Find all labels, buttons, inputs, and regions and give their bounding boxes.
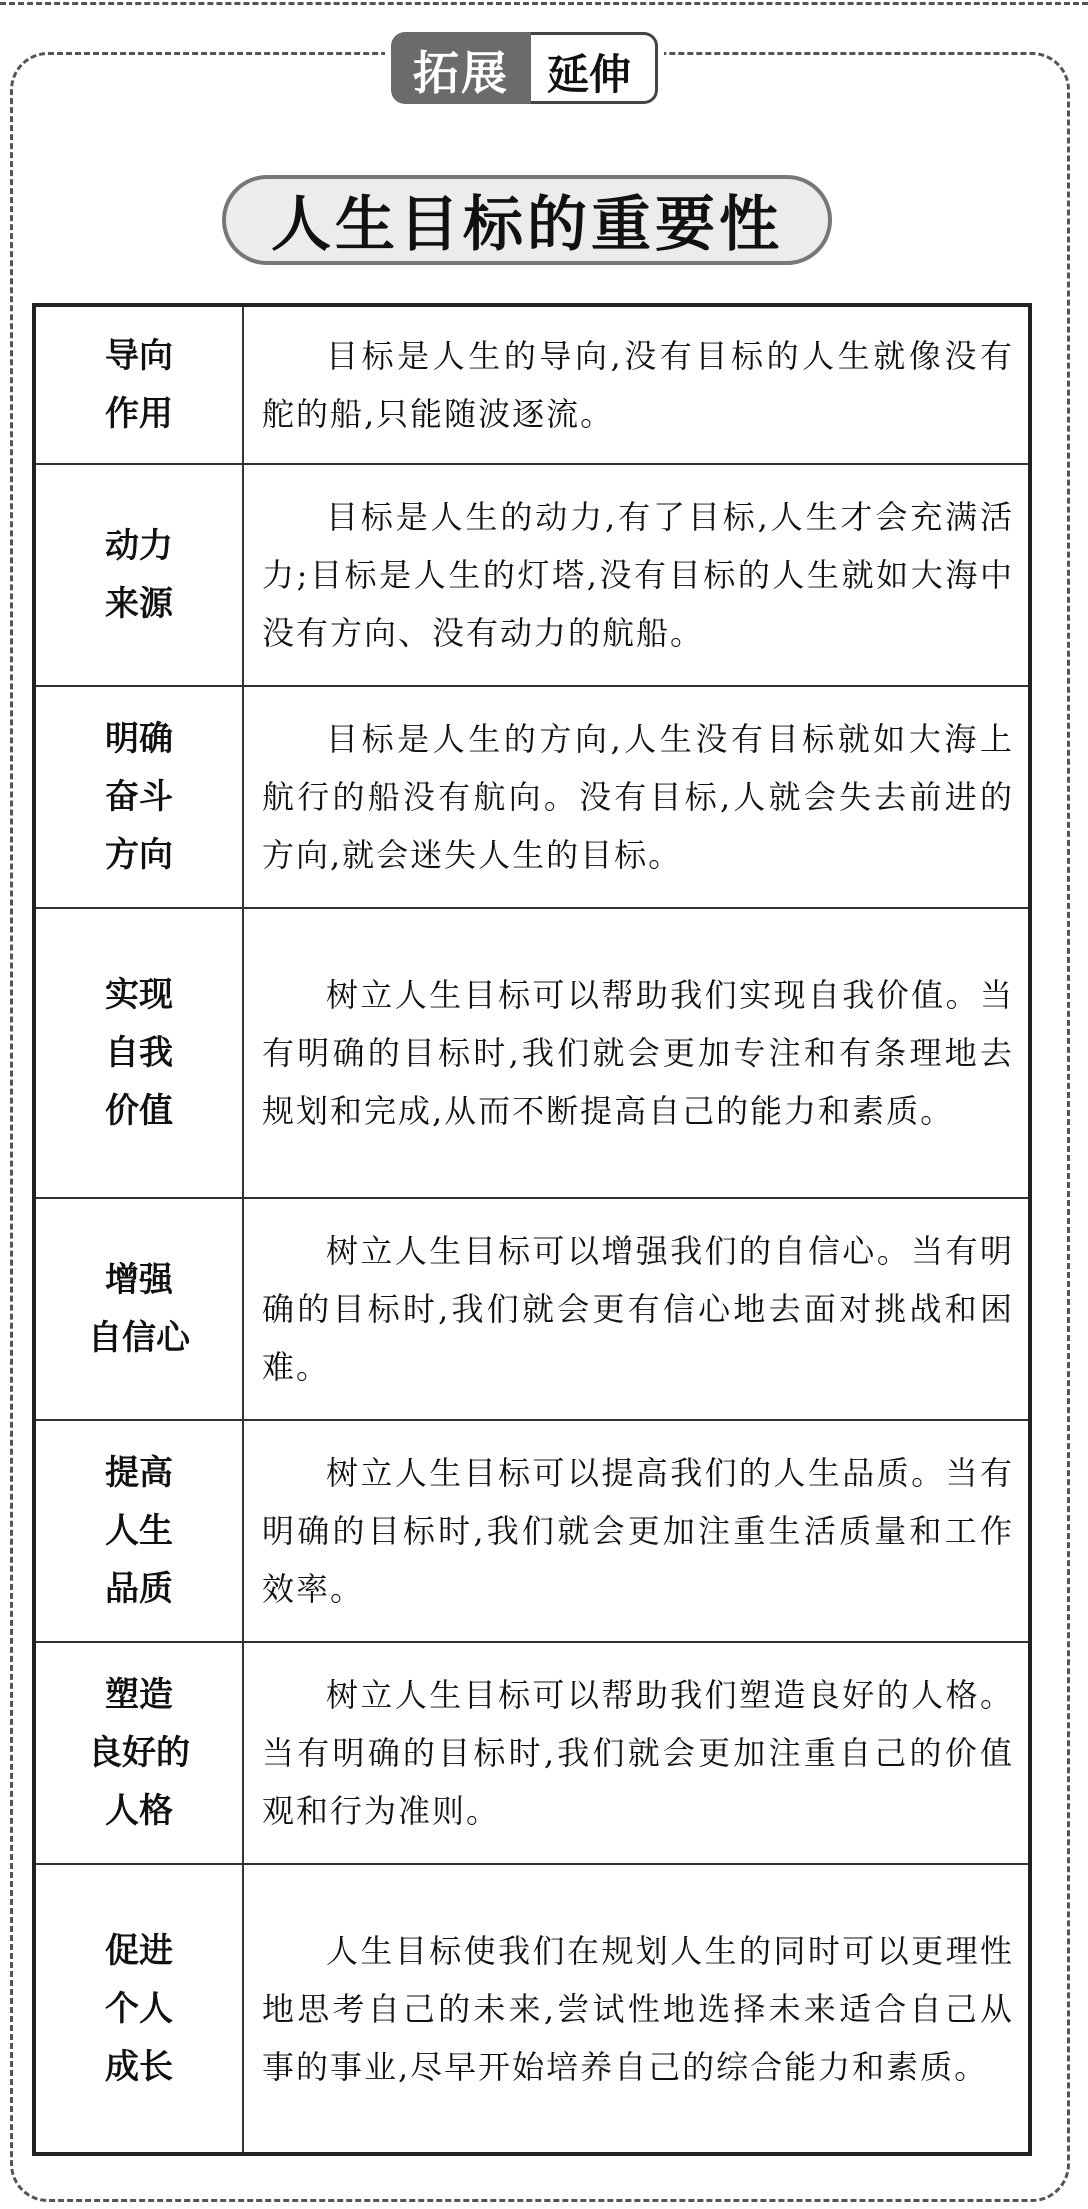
row-description: 目标是人生的动力,有了目标,人生才会充满活力;目标是人生的灯塔,没有目标的人生就如大海中没有方向、没有动力的航船。 [243,464,1030,686]
row-label-line: 自我 [105,1033,173,1073]
row-label [34,686,243,908]
row-label-line: 人格 [105,1791,173,1831]
top-dashed-divider [0,2,1088,5]
table-row [34,1420,1030,1642]
table-body [34,305,1030,2154]
goal-importance-table [32,303,1032,2156]
row-label-line: 动力 [105,526,173,566]
row-label-line: 增强 [105,1260,173,1300]
row-label [34,1420,243,1642]
row-label-line: 促进 [105,1930,173,1971]
page-title: 人生目标的重要性 [222,175,832,265]
row-label-line: 人生 [105,1511,173,1551]
table-row [34,305,1030,464]
section-tag [385,32,664,104]
row-label-line: 良好的 [88,1733,190,1773]
row-description: 树立人生目标可以提高我们的人生品质。当有明确的目标时,我们就会更加注重生活质量和工作效率。 [243,1420,1030,1642]
table-row [34,908,1030,1198]
row-label-line: 导向 [105,336,173,376]
row-label-line: 品质 [105,1569,173,1609]
row-label-line: 作用 [105,394,173,434]
row-label-line: 奋斗 [105,777,173,817]
row-description: 目标是人生的方向,人生没有目标就如大海上航行的船没有航向。没有目标,人就会失去前进的方向,就会迷失人生的目标。 [243,686,1030,908]
row-label [34,464,243,686]
row-description: 树立人生目标可以帮助我们实现自我价值。当有明确的目标时,我们就会更加专注和有条理地去规划和完成,从而不断提高自己的能力和素质。 [243,908,1030,1198]
row-label [34,1198,243,1420]
row-label-line: 方向 [105,835,173,875]
table-row [34,1642,1030,1864]
table-row [34,1864,1030,2154]
row-label-line: 提高 [105,1453,173,1493]
row-label-line: 来源 [105,584,173,624]
row-label [34,1864,243,2154]
tag-label-expand: 拓展 [391,32,531,104]
row-label-line: 明确 [105,719,173,759]
table-row [34,464,1030,686]
tag-label-extend: 延伸 [525,32,658,104]
row-label [34,908,243,1198]
row-label [34,1642,243,1864]
row-label-line: 个人 [105,1988,173,2029]
row-description: 树立人生目标可以帮助我们塑造良好的人格。当有明确的目标时,我们就会更加注重自己的价值观和行为准则。 [243,1642,1030,1864]
table-row [34,1198,1030,1420]
row-description: 人生目标使我们在规划人生的同时可以更理性地思考自己的未来,尝试性地选择未来适合自己从事的事业,尽早开始培养自己的综合能力和素质。 [243,1864,1030,2154]
row-label-line: 实现 [105,975,173,1015]
row-label-line: 塑造 [105,1675,173,1715]
row-label-line: 成长 [105,2046,173,2087]
table-row [34,686,1030,908]
row-label-line: 价值 [105,1091,173,1131]
row-description: 目标是人生的导向,没有目标的人生就像没有舵的船,只能随波逐流。 [243,305,1030,464]
row-label [34,305,243,464]
row-description: 树立人生目标可以增强我们的自信心。当有明确的目标时,我们就会更有信心地去面对挑战和困难。 [243,1198,1030,1420]
row-label-line: 自信心 [88,1318,190,1358]
